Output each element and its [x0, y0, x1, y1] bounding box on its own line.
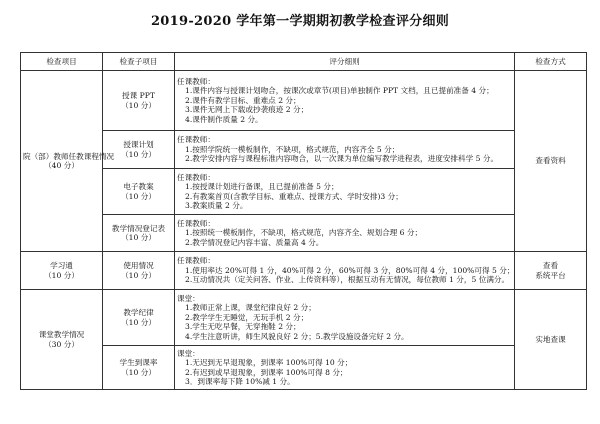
- sub-cell-plan: [103, 131, 175, 169]
- detail-line: 课堂：: [177, 348, 200, 358]
- sub-name: 授课计划: [123, 140, 154, 150]
- sub-name: 电子教案: [123, 182, 154, 192]
- group-cell-teacher-courses: [21, 71, 115, 252]
- detail-line: 2.教学学生无睡觉，无玩手机 2 分；: [185, 312, 309, 322]
- detail-line: 1.按授课计划进行备课，且已提前准备 5 分；: [185, 182, 339, 192]
- detail-line: 任课教师：: [177, 256, 215, 266]
- table-row: [21, 346, 587, 390]
- sub-name: 授课 PPT: [122, 91, 155, 101]
- detail-line: 3．到课率每下降 10%减 1 分。: [185, 376, 295, 386]
- detail-line: 2.有教案首页(含教学目标、重难点、授课方式、学时安排)3 分；: [185, 191, 403, 201]
- detail-line: 2.有迟到或早退现象，到课率 100%可得 8 分；: [185, 367, 348, 377]
- detail-line: 1.无迟到无早退现象，到课率 100%可得 10 分；: [185, 358, 353, 368]
- sub-cell-ppt: [103, 71, 175, 131]
- detail-line: 4.课件制作质量 2 分。: [185, 114, 263, 124]
- sub-points: （10 分）: [121, 100, 156, 110]
- sub-name: 使用情况: [123, 261, 154, 271]
- detail-line: 2.互动情况共（定关问答、作业、上传资料等），根据互动有无情况，每位教师 1 分，5 位满分。: [185, 275, 510, 285]
- group-points: （10 分）: [44, 270, 79, 280]
- sub-points: （10 分）: [121, 367, 156, 377]
- detail-cell-discipline: [175, 290, 515, 346]
- detail-line: 2.教学情况登记内容丰富、质量高 4 分。: [185, 237, 324, 247]
- header-sub: 检查子项目: [103, 53, 175, 71]
- header-row: [21, 53, 587, 71]
- table-row: [21, 252, 587, 290]
- detail-line: 1.教师正常上课，课堂纪律良好 2 分；: [185, 303, 316, 313]
- table-row: [21, 131, 587, 169]
- detail-line: 任课教师：: [177, 135, 215, 145]
- page-title: 2019-2020 学年第一学期期初教学检查评分细则: [150, 14, 450, 29]
- sub-points: （10 分）: [121, 191, 156, 201]
- table-row: [21, 169, 587, 215]
- group-label: 院（部）教师任教课程情况: [23, 151, 115, 161]
- method-line: 查看: [542, 261, 559, 271]
- table-row: [21, 290, 587, 346]
- method-line: 系统平台: [535, 270, 566, 280]
- method-cell-platform: [515, 252, 587, 290]
- detail-line: 2.课件有教学目标、重难点 2 分；: [185, 95, 301, 105]
- method-cell-onsite: 实地查课: [515, 290, 587, 390]
- detail-line: 任课教师：: [177, 172, 215, 182]
- detail-line: 任课教师：: [177, 76, 215, 86]
- detail-line: 1.按照统一模板制作，不缺项，格式规范，内容齐全、规划合理 6 分；: [185, 228, 423, 238]
- detail-cell-ppt: [175, 71, 515, 131]
- detail-line: 1.按照学院统一模板制作，不缺项，格式规范，内容齐全 5 分；: [185, 144, 400, 154]
- detail-line: 课堂：: [177, 293, 200, 303]
- sub-name: 教学情况登记表: [111, 223, 166, 233]
- sub-cell-usage: [103, 252, 175, 290]
- detail-line: 3.学生无吃早餐，无穿拖鞋 2 分；: [185, 322, 301, 332]
- sub-points: （10 分）: [121, 270, 156, 280]
- detail-line: 任课教师：: [177, 218, 215, 228]
- header-method: 检查方式: [515, 53, 587, 71]
- group-points: （30 分）: [44, 339, 79, 349]
- table-row: [21, 71, 587, 131]
- detail-line: 1.使用率达 20%可得 1 分，40%可得 2 分，60%可得 3 分，80%可得 4 分，100%可得 5 分；: [185, 265, 515, 275]
- sub-points: （10 分）: [121, 317, 156, 327]
- sub-cell-attendance: [103, 346, 175, 390]
- sub-points: （10 分）: [121, 233, 156, 242]
- method-cell-docs: 查看资料: [515, 71, 587, 252]
- header-detail: 评分细则: [175, 53, 515, 71]
- sub-name: 教学纪律: [123, 308, 154, 318]
- detail-line: 1.课件内容与授课计划吻合，按课次或章节(项目)单独制作 PPT 文档，且已提前准备 4 分；: [185, 86, 494, 96]
- group-label: 课堂教学情况: [38, 330, 85, 340]
- detail-line: 3.教案质量 2 分。: [185, 200, 248, 210]
- scoring-table: [20, 52, 587, 390]
- detail-cell-attendance: [175, 346, 515, 390]
- detail-line: 4.学生注意听讲，师生风貌良好 2 分；5.教学设施设备完好 2 分。: [185, 331, 409, 341]
- sub-points: （10 分）: [121, 149, 156, 159]
- table-row: [21, 215, 587, 252]
- group-cell-xuexitong: [21, 252, 103, 290]
- group-points: （40 分）: [44, 161, 79, 170]
- detail-line: 3.课件无网上下载或抄袭痕迹 2 分；: [185, 105, 309, 115]
- detail-line: 2.教学安排内容与课程标准内容吻合，以一次课为单位编写教学进程表，进度安排科学 5 分。: [185, 154, 499, 164]
- detail-cell-register: [175, 215, 515, 252]
- sub-cell-discipline: [103, 290, 175, 346]
- sub-cell-lesson: [103, 169, 175, 215]
- detail-cell-usage: [175, 252, 515, 290]
- detail-cell-plan: [175, 131, 515, 169]
- group-cell-classroom: [21, 290, 103, 390]
- sub-cell-register: [103, 215, 175, 252]
- group-label: 学习通: [50, 261, 73, 271]
- sub-name: 学生到课率: [119, 358, 158, 368]
- detail-cell-lesson: [175, 169, 515, 215]
- header-item: 检查项目: [21, 53, 103, 71]
